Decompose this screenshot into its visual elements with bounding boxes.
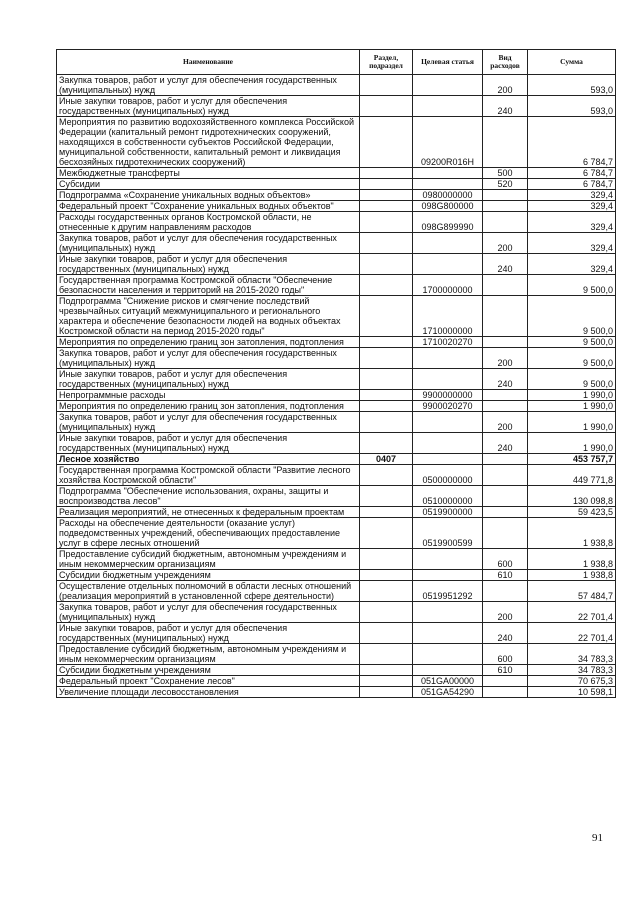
- table-row: [57, 623, 616, 644]
- row-target-cell: 1700000000: [413, 275, 483, 296]
- header-target: Целевая статья: [413, 50, 483, 75]
- row-sum-cell: 9 500,0: [528, 369, 616, 390]
- row-expense-type-cell: [483, 687, 528, 698]
- row-target-cell: 0980000000: [413, 190, 483, 201]
- table-row: [57, 179, 616, 190]
- row-sum-cell: 9 500,0: [528, 275, 616, 296]
- row-section-cell: [360, 179, 413, 190]
- table-row: [57, 254, 616, 275]
- row-section-cell: [360, 369, 413, 390]
- row-section-cell: [360, 275, 413, 296]
- row-section-cell: [360, 433, 413, 454]
- row-name-cell: Иные закупки товаров, работ и услуг для обеспечения государственных (муниципальных) нужд: [57, 623, 360, 644]
- row-name-cell: Федеральный проект "Сохранение уникальных водных объектов": [57, 201, 360, 212]
- row-name-cell: Субсидии бюджетным учреждениям: [57, 570, 360, 581]
- row-name-cell: Субсидии бюджетным учреждениям: [57, 665, 360, 676]
- row-expense-type-cell: 240: [483, 254, 528, 275]
- row-sum-cell: 1 938,8: [528, 570, 616, 581]
- row-expense-type-cell: 200: [483, 233, 528, 254]
- row-expense-type-cell: 610: [483, 665, 528, 676]
- table-row: [57, 665, 616, 676]
- row-target-cell: 051GA54290: [413, 687, 483, 698]
- row-target-cell: [413, 96, 483, 117]
- table-body: [57, 75, 616, 698]
- row-target-cell: 0519900000: [413, 507, 483, 518]
- row-name-cell: Предоставление субсидий бюджетным, автономным учреждениям и иным некоммерческим организациям: [57, 549, 360, 570]
- row-name-cell: Иные закупки товаров, работ и услуг для обеспечения государственных (муниципальных) нужд: [57, 96, 360, 117]
- row-target-cell: 0500000000: [413, 465, 483, 486]
- row-section-cell: [360, 623, 413, 644]
- row-sum-cell: 1 938,8: [528, 518, 616, 549]
- row-section-cell: 0407: [360, 454, 413, 465]
- header-sum: Сумма: [528, 50, 616, 75]
- row-section-cell: [360, 117, 413, 168]
- row-target-cell: [413, 454, 483, 465]
- row-section-cell: [360, 337, 413, 348]
- row-expense-type-cell: 610: [483, 570, 528, 581]
- table-row: [57, 96, 616, 117]
- table-row: [57, 549, 616, 570]
- row-target-cell: [413, 168, 483, 179]
- row-expense-type-cell: 520: [483, 179, 528, 190]
- row-target-cell: [413, 570, 483, 581]
- row-sum-cell: 70 675,3: [528, 676, 616, 687]
- row-sum-cell: 130 098,8: [528, 486, 616, 507]
- row-expense-type-cell: [483, 465, 528, 486]
- row-target-cell: 098G800000: [413, 201, 483, 212]
- row-sum-cell: 329,4: [528, 201, 616, 212]
- row-expense-type-cell: [483, 486, 528, 507]
- row-name-cell: Закупка товаров, работ и услуг для обеспечения государственных (муниципальных) нужд: [57, 233, 360, 254]
- row-expense-type-cell: 200: [483, 412, 528, 433]
- row-sum-cell: 329,4: [528, 233, 616, 254]
- row-name-cell: Иные закупки товаров, работ и услуг для обеспечения государственных (муниципальных) нужд: [57, 433, 360, 454]
- table-row: [57, 465, 616, 486]
- row-sum-cell: 1 990,0: [528, 401, 616, 412]
- table-row: [57, 486, 616, 507]
- table-row: [57, 337, 616, 348]
- row-expense-type-cell: [483, 676, 528, 687]
- row-target-cell: [413, 644, 483, 665]
- row-name-cell: Осуществление отдельных полномочий в области лесных отношений (реализация мероприятий в установленной сфере деятельности): [57, 581, 360, 602]
- row-expense-type-cell: [483, 201, 528, 212]
- row-sum-cell: 1 990,0: [528, 412, 616, 433]
- row-name-cell: Увеличение площади лесовосстановления: [57, 687, 360, 698]
- row-target-cell: [413, 233, 483, 254]
- table-row: [57, 433, 616, 454]
- table-row: [57, 233, 616, 254]
- row-target-cell: [413, 75, 483, 96]
- row-name-cell: Подпрограмма "Обеспечение использования, охраны, защиты и воспроизводства лесов": [57, 486, 360, 507]
- row-expense-type-cell: 500: [483, 168, 528, 179]
- table-row: [57, 201, 616, 212]
- row-sum-cell: 59 423,5: [528, 507, 616, 518]
- row-sum-cell: 57 484,7: [528, 581, 616, 602]
- row-sum-cell: 449 771,8: [528, 465, 616, 486]
- row-target-cell: 1710000000: [413, 296, 483, 337]
- row-sum-cell: 1 990,0: [528, 390, 616, 401]
- row-section-cell: [360, 465, 413, 486]
- row-target-cell: [413, 665, 483, 676]
- row-section-cell: [360, 644, 413, 665]
- table-row: [57, 190, 616, 201]
- row-section-cell: [360, 254, 413, 275]
- row-name-cell: Мероприятия по определению границ зон затопления, подтопления: [57, 401, 360, 412]
- row-sum-cell: 34 783,3: [528, 665, 616, 676]
- table-row: [57, 454, 616, 465]
- row-expense-type-cell: 600: [483, 644, 528, 665]
- row-sum-cell: 9 500,0: [528, 296, 616, 337]
- row-sum-cell: 22 701,4: [528, 623, 616, 644]
- page-number: 91: [592, 832, 603, 844]
- row-section-cell: [360, 570, 413, 581]
- row-target-cell: [413, 412, 483, 433]
- row-name-cell: Расходы государственных органов Костромской области, не отнесенные к другим направлениям расходов: [57, 212, 360, 233]
- table-row: [57, 117, 616, 168]
- row-name-cell: Непрограммные расходы: [57, 390, 360, 401]
- row-target-cell: 09200R016H: [413, 117, 483, 168]
- row-expense-type-cell: [483, 518, 528, 549]
- row-sum-cell: 6 784,7: [528, 117, 616, 168]
- row-sum-cell: 22 701,4: [528, 602, 616, 623]
- table-row: [57, 602, 616, 623]
- row-sum-cell: 10 598,1: [528, 687, 616, 698]
- table-row: [57, 401, 616, 412]
- row-target-cell: 0519951292: [413, 581, 483, 602]
- row-expense-type-cell: [483, 401, 528, 412]
- row-target-cell: 051GA00000: [413, 676, 483, 687]
- row-sum-cell: 6 784,7: [528, 179, 616, 190]
- row-target-cell: [413, 369, 483, 390]
- row-name-cell: Закупка товаров, работ и услуг для обеспечения государственных (муниципальных) нужд: [57, 75, 360, 96]
- row-expense-type-cell: 240: [483, 369, 528, 390]
- row-sum-cell: 453 757,7: [528, 454, 616, 465]
- row-expense-type-cell: [483, 212, 528, 233]
- row-name-cell: Подпрограмма «Сохранение уникальных водных объектов»: [57, 190, 360, 201]
- row-section-cell: [360, 233, 413, 254]
- row-section-cell: [360, 296, 413, 337]
- row-name-cell: Расходы на обеспечение деятельности (оказание услуг) подведомственных учреждений, обеспечивающих предоставление услуг в сфере лесных отношений: [57, 518, 360, 549]
- row-name-cell: Субсидии: [57, 179, 360, 190]
- row-section-cell: [360, 687, 413, 698]
- row-name-cell: Мероприятия по определению границ зон затопления, подтопления: [57, 337, 360, 348]
- row-expense-type-cell: 240: [483, 623, 528, 644]
- row-name-cell: Закупка товаров, работ и услуг для обеспечения государственных (муниципальных) нужд: [57, 348, 360, 369]
- row-target-cell: [413, 254, 483, 275]
- row-name-cell: Закупка товаров, работ и услуг для обеспечения государственных (муниципальных) нужд: [57, 602, 360, 623]
- row-section-cell: [360, 518, 413, 549]
- row-expense-type-cell: 200: [483, 348, 528, 369]
- row-target-cell: 098G899990: [413, 212, 483, 233]
- row-sum-cell: 6 784,7: [528, 168, 616, 179]
- row-target-cell: 0519900599: [413, 518, 483, 549]
- table-row: [57, 518, 616, 549]
- header-name: Наименование: [57, 50, 360, 75]
- row-sum-cell: 9 500,0: [528, 348, 616, 369]
- row-sum-cell: 9 500,0: [528, 337, 616, 348]
- table-row: [57, 412, 616, 433]
- row-expense-type-cell: [483, 296, 528, 337]
- row-section-cell: [360, 96, 413, 117]
- table-row: [57, 390, 616, 401]
- row-name-cell: Закупка товаров, работ и услуг для обеспечения государственных (муниципальных) нужд: [57, 412, 360, 433]
- row-target-cell: [413, 348, 483, 369]
- row-sum-cell: 593,0: [528, 75, 616, 96]
- row-target-cell: [413, 623, 483, 644]
- table-row: [57, 369, 616, 390]
- row-name-cell: Федеральный проект "Сохранение лесов": [57, 676, 360, 687]
- table-row: [57, 296, 616, 337]
- table-row: [57, 676, 616, 687]
- table-row: [57, 168, 616, 179]
- row-section-cell: [360, 676, 413, 687]
- row-section-cell: [360, 190, 413, 201]
- row-sum-cell: 593,0: [528, 96, 616, 117]
- row-section-cell: [360, 201, 413, 212]
- row-expense-type-cell: [483, 275, 528, 296]
- row-section-cell: [360, 75, 413, 96]
- row-expense-type-cell: 240: [483, 433, 528, 454]
- row-section-cell: [360, 412, 413, 433]
- row-section-cell: [360, 665, 413, 676]
- row-name-cell: Государственная программа Костромской области "Обеспечение безопасности населения и территорий на 2015-2020 годы": [57, 275, 360, 296]
- row-section-cell: [360, 168, 413, 179]
- row-expense-type-cell: 600: [483, 549, 528, 570]
- budget-table: [56, 49, 616, 698]
- row-target-cell: 0510000000: [413, 486, 483, 507]
- row-target-cell: [413, 179, 483, 190]
- row-target-cell: 1710020270: [413, 337, 483, 348]
- row-target-cell: [413, 433, 483, 454]
- row-name-cell: Предоставление субсидий бюджетным, автономным учреждениям и иным некоммерческим организациям: [57, 644, 360, 665]
- row-name-cell: Иные закупки товаров, работ и услуг для обеспечения государственных (муниципальных) нужд: [57, 369, 360, 390]
- row-expense-type-cell: [483, 337, 528, 348]
- row-target-cell: [413, 549, 483, 570]
- row-name-cell: Иные закупки товаров, работ и услуг для обеспечения государственных (муниципальных) нужд: [57, 254, 360, 275]
- table-row: [57, 75, 616, 96]
- row-section-cell: [360, 348, 413, 369]
- row-name-cell: Лесное хозяйство: [57, 454, 360, 465]
- row-expense-type-cell: [483, 581, 528, 602]
- row-sum-cell: 34 783,3: [528, 644, 616, 665]
- table-row: [57, 507, 616, 518]
- row-section-cell: [360, 486, 413, 507]
- row-section-cell: [360, 401, 413, 412]
- table-row: [57, 275, 616, 296]
- row-name-cell: Государственная программа Костромской области "Развитие лесного хозяйства Костромской области": [57, 465, 360, 486]
- row-section-cell: [360, 507, 413, 518]
- row-sum-cell: 329,4: [528, 190, 616, 201]
- row-expense-type-cell: 240: [483, 96, 528, 117]
- row-target-cell: 9900000000: [413, 390, 483, 401]
- table-row: [57, 581, 616, 602]
- row-target-cell: 9900020270: [413, 401, 483, 412]
- row-section-cell: [360, 212, 413, 233]
- row-expense-type-cell: [483, 117, 528, 168]
- row-target-cell: [413, 602, 483, 623]
- row-sum-cell: 1 990,0: [528, 433, 616, 454]
- row-sum-cell: 329,4: [528, 254, 616, 275]
- table-row: [57, 644, 616, 665]
- table-row: [57, 687, 616, 698]
- row-expense-type-cell: [483, 454, 528, 465]
- table-row: [57, 348, 616, 369]
- row-expense-type-cell: 200: [483, 75, 528, 96]
- header-expense-type: Вид расходов: [483, 50, 528, 75]
- table-row: [57, 570, 616, 581]
- row-name-cell: Реализация мероприятий, не отнесенных к федеральным проектам: [57, 507, 360, 518]
- table-header-row: [57, 50, 616, 75]
- row-sum-cell: 1 938,8: [528, 549, 616, 570]
- table-row: [57, 212, 616, 233]
- header-section: Раздел, подраздел: [360, 50, 413, 75]
- row-section-cell: [360, 581, 413, 602]
- row-expense-type-cell: [483, 390, 528, 401]
- row-name-cell: Межбюджетные трансферты: [57, 168, 360, 179]
- row-expense-type-cell: [483, 190, 528, 201]
- row-sum-cell: 329,4: [528, 212, 616, 233]
- row-section-cell: [360, 549, 413, 570]
- row-name-cell: Подпрограмма "Снижение рисков и смягчение последствий чрезвычайных ситуаций межмуниципального и регионального характера и обеспечение безопасности людей на водных объектах Костромской области на период 2015-2020 годы": [57, 296, 360, 337]
- row-expense-type-cell: [483, 507, 528, 518]
- row-name-cell: Мероприятия по развитию водохозяйственного комплекса Российской Федерации (капитальный ремонт гидротехнических сооружений, находящихся в собственности субъектов Российской Федерации, муниципальной собственности, капитальный ремонт и ликвидация бесхозяйных гидротехнических сооружений): [57, 117, 360, 168]
- row-section-cell: [360, 602, 413, 623]
- row-expense-type-cell: 200: [483, 602, 528, 623]
- row-section-cell: [360, 390, 413, 401]
